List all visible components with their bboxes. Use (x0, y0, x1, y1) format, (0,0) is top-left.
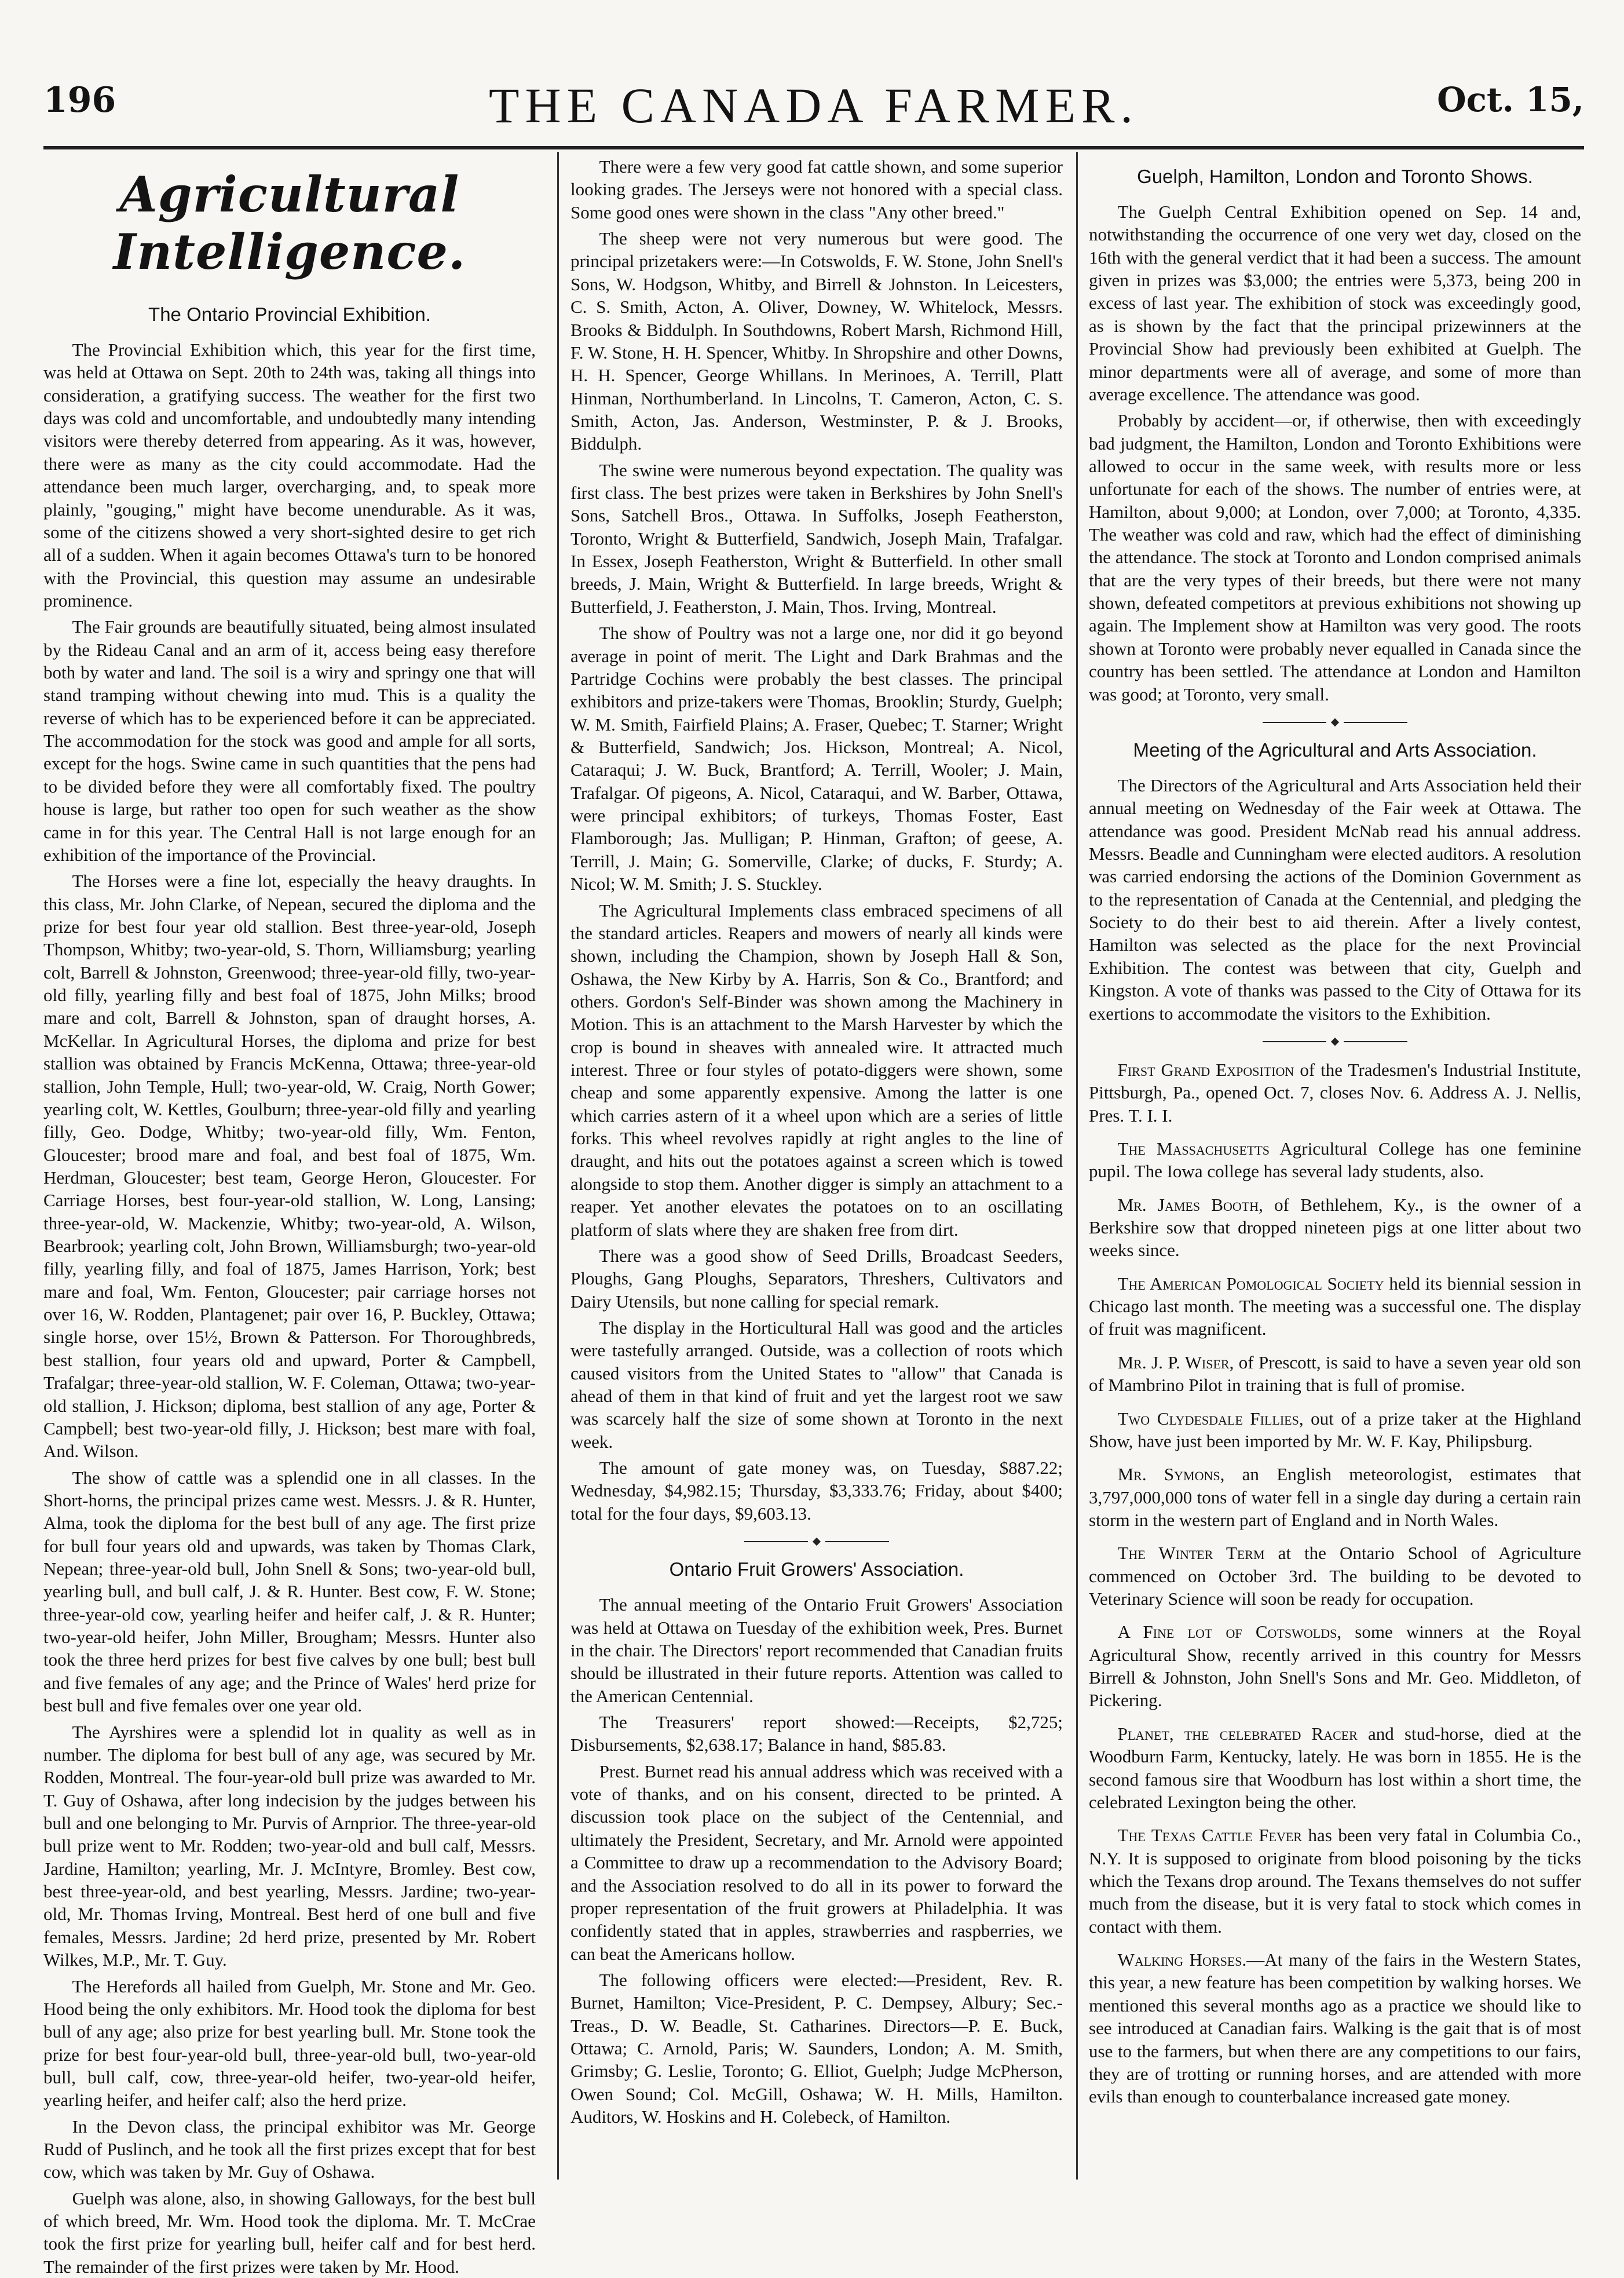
ornament-divider (1089, 718, 1581, 727)
news-brief (1089, 1542, 1581, 1610)
brief-text: Agricultural College has one feminine pupil. The Iowa college has several lady students, also. (1089, 1138, 1581, 1182)
brief-text: —At many of the fairs in the Western States, this year, a new feature has been competition by walking horses. We mentioned this several months ago as a practice we should like to see introduced at Canadian fairs. Walking is the gait that is of most use to the farmers, but when there are any competitions to our fairs, they are of trotting or running horses, and are attended with more evils than enough to counterbalance increased gate money. (1089, 1950, 1582, 2107)
brief-lead: A Fine lot of Cotswolds, (1117, 1622, 1342, 1642)
news-brief (1089, 1407, 1581, 1453)
news-brief (1089, 1620, 1581, 1711)
brief-text: of Prescott, is said to have a seven year old son of Mambrino Pilot in training that is full of promise. (1089, 1352, 1581, 1396)
paragraph: The Directors of the Agricultural and Arts Association held their annual meeting on Wednesday of the Fair week at Ottawa. The attendance was good. President McNab read his annual address. Messrs. Beadle and Cunningham were elected auditors. A resolution was carried endorsing the actions of the Dominion Government as to the representation of Canada at the Centennial, and pledging the Society to do their best to aid therein. After a lively contest, Hamilton was selected as the place for the next Provincial Exhibition. The contest was between that city, Guelph and Kingston. A vote of thanks was passed to the City of Ottawa for its exertions to accommodate the visitors to the Exhibition. (1089, 775, 1581, 1024)
news-brief (1089, 1351, 1581, 1397)
paragraph: The Treasurers' report showed:—Receipts, $2,725; Disbursements, $2,638.17; Balance in hand, $85.83. (570, 1712, 1063, 1755)
paragraph: In the Devon class, the principal exhibitor was Mr. George Rudd of Puslinch, and he took all the first prizes except that for best cow, which was taken by Mr. Guy of Oshawa. (43, 2116, 536, 2182)
ornament-divider (1089, 1038, 1581, 1046)
brief-lead: Walking Horses. (1117, 1950, 1247, 1970)
brief-text: has been very fatal in Columbia Co., N.Y. It is supposed to originate from blood poisoning by the ticks which the Texans drop around. The Texans themselves do not suffer much from the disease, but it is very fatal to stock which comes in contact with them. (1089, 1825, 1581, 1937)
paragraph: Probably by accident—or, if otherwise, then with exceedingly bad judgment, the Hamilton, London and Toronto Exhibitions were allowed to occur in the same week, with results more or less unfortunate for each of the shows. The number of entries were, at Hamilton, about 9,000; at London, over 7,000; at Toronto, 4,335. The weather was cold and raw, which had the effect of diminishing the attendance. The stock at Toronto and London comprised animals that are the very types of their breeds, but there were not many shown, defeated competitors at previous exhibitions not showing up again. The Implement show at Hamilton was very good. The roots shown at Toronto were probably never equalled in Canada since the country has been settled. The attendance at London and Hamilton was good; at Toronto, very small. (1089, 410, 1581, 704)
paragraph: The swine were numerous beyond expectation. The quality was first class. The best prizes were taken in Berkshires by John Snell's Sons, Satchell Bros., Ottawa. In Suffolks, Joseph Featherston, Toronto, Wright & Butterfield, Sandwich, Joseph Main, Trafalgar. In Essex, Joseph Featherston, Wright & Butterfield. In other small breeds, J. Main, Wright & Butterfield. In large breeds, Wright & Butterfield, J. Featherston, J. Main, Thos. Irving, Montreal. (570, 459, 1063, 617)
paragraph: The amount of gate money was, on Tuesday, $887.22; Wednesday, $4,982.15; Thursday, $3,333.76; Friday, about $400; total for the four days, $9,603.13. (570, 1458, 1063, 1524)
column-rule (1076, 152, 1078, 2180)
brief-lead: First Grand Exposition (1117, 1059, 1294, 1080)
brief-lead: The Winter Term (1117, 1543, 1265, 1564)
brief-text: some winners at the Royal Agricultural Show, recently arrived in this country for Messrs Birrell & Johnston, John Snell's Sons and Mr. Geo. Middleton, of Pickering. (1089, 1622, 1581, 1711)
paragraph: Prest. Burnet read his annual address which was received with a vote of thanks, and on his consent, directed to be printed. A discussion took place on the subject of the Centennial, and ultimately the President, Secretary, and Mr. Arnold were appointed a Committee to draw up a recommendation to the Advisory Board; and the Association resolved to do all in its power to forward the proper representation of the fruit growers at Philadelphia. It was confidently stated that in apples, strawberries and raspberries, we can beat the Americans hollow. (570, 1761, 1063, 1964)
article-title-meeting: Meeting of the Agricultural and Arts Association. (1133, 739, 1537, 761)
column-2 (570, 155, 1063, 2183)
brief-lead: Mr. J. P. Wiser, (1117, 1352, 1234, 1372)
brief-text: held its biennial session in Chicago last month. The meeting was a successful one. The display of fruit was magnificent. (1089, 1273, 1581, 1339)
news-brief (1089, 1722, 1581, 1813)
brief-lead: The Texas Cattle Fever (1117, 1825, 1302, 1846)
brief-text: and stud-horse, died at the Woodburn Farm, Kentucky, lately. He was born in 1855. He is the second famous sire that Woodburn has lost within a short time, the celebrated Lexington being the other. (1089, 1723, 1581, 1812)
paragraph: The annual meeting of the Ontario Fruit Growers' Association was held at Ottawa on Tuesday of the exhibition week, Pres. Burnet in the chair. The Directors' report recommended that Canadian fruits should be illustrated in their future reports. Attention was called to the American Centennial. (570, 1594, 1063, 1706)
paragraph: The show of cattle was a splendid one in all classes. In the Short-horns, the principal prizes came west. Messrs. J. & R. Hunter, Alma, took the diploma for the best bull of any age. The first prize for bull four years old and upwards, was taken by Thomas Clark, Nepean; three-year-old bull, John Snell & Sons; two-year-old bull, yearling bull, and bull calf, J. & R. Hunter. Best cow, F. W. Stone; three-year-old cow, yearling heifer and heifer calf, J. & R. Hunter; two-year-old heifer, John Miller, Brougham; Messrs. Hunter also took the three herd prizes for best five calves by one bull; best bull and five females of any age; and the Prince of Wales' herd prize for best bull and five females over one year old. (43, 1467, 536, 1716)
brief-lead: The American Pomological Society (1117, 1273, 1384, 1294)
news-brief (1089, 1193, 1581, 1262)
news-brief (1089, 1948, 1581, 2108)
column-1 (43, 155, 536, 2277)
brief-text: of the Tradesmen's Industrial Institute, Pittsburgh, Pa., opened Oct. 7, closes Nov. 6. Address A. J. Nellis, Pres. T. I. I. (1089, 1059, 1581, 1126)
paragraph: The Herefords all hailed from Guelph, Mr. Stone and Mr. Geo. Hood being the only exhibitors. Mr. Hood took the diploma for best bull of any age; also prize for best yearling bull. Mr. Stone took the prize for best four-year-old bull, three-year-old bull, two-year-old bull, bull calf, cow, three-year-old heifer, two-year-old heifer, yearling heifer, and heifer calf; also the herd prize. (43, 1976, 536, 2111)
section-title: Agricultural Intelligence. (113, 166, 466, 280)
brief-text: out of a prize taker at the Highland Show, have just been imported by Mr. W. F. Kay, Philipsburg. (1089, 1408, 1581, 1451)
ornament-divider (570, 1538, 1063, 1546)
paragraph: The Fair grounds are beautifully situated, being almost insulated by the Rideau Canal and an arm of it, access being easy therefore both by water and land. The soil is a wiry and springy one that will stand tramping without chewing into mud. This is a quality the reverse of which has to be experienced before it can be appreciated. The accommodation for the stock was good and ample for all sorts, except for the hogs. Swine came in such quantities that the pens had to be divided before they were all comfortably fixed. The poultry house is large, but rather too open for such weather as the show came in for this year. The Central Hall is not large enough for an exhibition of the importance of the Provincial. (43, 616, 536, 865)
brief-lead: Mr. James Booth, (1117, 1194, 1263, 1215)
brief-text: at the Ontario School of Agriculture commenced on October 3rd. The building to be devoted to Veterinary Science will soon be ready for occupation. (1089, 1543, 1581, 1609)
news-brief (1089, 1272, 1581, 1341)
paragraph: The following officers were elected:—President, Rev. R. Burnet, Hamilton; Vice-President, P. C. Dempsey, Albury; Sec.-Treas., D. W. Beadle, St. Catharines. Directors—P. E. Buck, Ottawa; C. Arnold, Paris; W. Saunders, London; A. M. Smith, Grimsby; G. Leslie, Toronto; G. Elliot, Guelph; Judge McPherson, Owen Sound; Col. McGill, Oshawa; W. H. Mills, Hamilton. Auditors, W. Hoskins and H. Colebeck, of Hamilton. (570, 1969, 1063, 2127)
brief-text: of Bethlehem, Ky., is the owner of a Berkshire sow that dropped nineteen pigs at one litter about two weeks since. (1089, 1194, 1582, 1261)
column-rule (557, 152, 559, 2180)
brief-lead: The Massachusetts (1117, 1138, 1270, 1159)
paragraph: There was a good show of Seed Drills, Broadcast Seeders, Ploughs, Gang Ploughs, Separators, Threshers, Cultivators and Dairy Utensils, but none calling for special remark. (570, 1245, 1063, 1312)
issue-date: Oct. 15, (1437, 80, 1584, 119)
paragraph: The Ayrshires were a splendid lot in quality as well as in number. The diploma for best bull of any age, was secured by Mr. Rodden, Montreal. The four-year-old bull prize was awarded to Mr. T. Guy of Oshawa, after long indecision by the judges between his bull and one belonging to Mr. Purvis of Arnprior. The three-year-old bull prize went to Mr. Rodden; two-year-old and bull calf, Messrs. Jardine, Hamilton; yearling, Mr. J. McIntyre, Bromley. Best cow, best three-year-old, and best yearling, Messrs. Jardine; two-year-old, Mr. Thomas Irving, Montreal. Best herd of one bull and five females, Messrs. Jardine; 2d herd prize, presented by Mr. Robert Wilkes, M.P., Mr. T. Guy. (43, 1721, 536, 1970)
brief-lead: Planet, the celebrated Racer (1117, 1723, 1358, 1744)
page-number: 196 (43, 80, 116, 121)
news-brief (1089, 1824, 1581, 1938)
page-header (43, 80, 1584, 144)
article-title-fruit: Ontario Fruit Growers' Association. (669, 1558, 964, 1580)
news-brief (1089, 1058, 1581, 1127)
news-brief (1089, 1463, 1581, 1531)
column-3 (1089, 155, 1581, 2183)
news-brief (1089, 1137, 1581, 1183)
paragraph: The show of Poultry was not a large one, nor did it go beyond average in point of merit. The Light and Dark Brahmas and the Partridge Cochins were probably the best classes. The principal exhibitors and prize-takers were Thomas, Brooklin; Sturdy, Guelph; W. M. Smith, Fairfield Plains; A. Fraser, Quebec; T. Starner; Wright & Butterfield, Sandwich; Jos. Hickson, Montreal; A. Nicol, Cataraqui; J. W. Buck, Brantford; A. Terrill, Wooler; J. Main, Trafalgar. Of pigeons, A. Nicol, Cataraqui, and W. Barber, Ottawa, were principal exhibitors; of turkeys, Thomas Foster, East Flamborough; Jas. Mulligan; P. Hinman, Grafton; of geese, A. Terrill, J. Main; G. Somerville, Clarke; of ducks, F. Sturdy; A. Nicol; W. M. Smith; J. S. Stuckley. (570, 623, 1063, 895)
paragraph: There were a few very good fat cattle shown, and some superior looking grades. The Jerseys were not honored with a special class. Some good ones were shown in the class "Any other breed." (570, 156, 1063, 222)
brief-lead: Mr. Symons, (1117, 1464, 1225, 1485)
paragraph: The Guelph Central Exhibition opened on Sep. 14 and, notwithstanding the occurrence of one very wet day, closed on the 16th with the general verdict that it had been a success. The amount given in prizes was $3,000; the entries were 5,373, being 200 in excess of last year. The exhibition of stock was exceedingly good, as is shown by the fact that the principal prizewinners at the Provincial Show had previously been exhibited at Guelph. The minor departments were all of average, and some of more than average excellence. The attendance was good. (1089, 202, 1581, 404)
brief-text: an English meteorologist, estimates that 3,797,000,000 tons of water fell in a single day during a certain rain storm in the western part of England and in North Wales. (1089, 1464, 1581, 1530)
brief-lead: Two Clydesdale Fillies, (1117, 1408, 1304, 1429)
paragraph: Guelph was alone, also, in showing Galloways, for the best bull of which breed, Mr. Wm. Hood took the diploma. Mr. T. McCrae took the first prize for yearling bull, heifer calf and for best herd. The remainder of the first prizes were taken by Mr. Hood. (43, 2188, 536, 2277)
paragraph: The sheep were not very numerous but were good. The principal prizetakers were:—In Cotswolds, F. W. Stone, John Snell's Sons, W. Hodgson, Whitby, and Birrell & Johnston. In Leicesters, C. S. Smith, Acton, A. Oliver, Downey, W. Whitelock, Messrs. Brooks & Biddulph. In Southdowns, Robert Marsh, Richmond Hill, F. W. Stone, H. H. Spencer, Whitby. In Shropshire and other Downs, H. H. Spencer, George Whillans. In Merinoes, A. Terrill, Platt Hinman, Northumberland. In Lincolns, T. Cameron, Acton, C. S. Smith, Acton, Jas. Anderson, Westminster, P. & J. Brooks, Biddulph. (570, 228, 1063, 454)
paragraph: The Agricultural Implements class embraced specimens of all the standard articles. Reapers and mowers of nearly all kinds were shown, including the Champion, shown by Joseph Hall & Son, Oshawa, the New Kirby by A. Harris, Son & Co., Brantford; and others. Gordon's Self-Binder was shown among the Machinery in Motion. This is an attachment to the Marsh Harvester by which the crop is bound in sheaves with annealed wire. It attracted much interest. Three or four styles of potato-diggers were shown, some cheap and some apparently expensive. Among the latter is one which carries astern of it a wheel upon which are a series of little forks. This wheel revolves rapidly at right angles to the line of draught, and hits out the potatoes against a screen which is towed alongside to stop them. Another digger is simply an attachment to a reaper. Yet another elevates the potatoes on to an oscillating platform of slats where they are shaken free from dirt. (570, 900, 1063, 1240)
masthead-title: THE CANADA FARMER. (488, 78, 1139, 133)
paragraph: The Horses were a fine lot, especially the heavy draughts. In this class, Mr. John Clarke, of Nepean, secured the diploma and the prize for best four year old stallion. Best three-year-old, Joseph Thompson, Whitby; two-year-old, S. Thorn, Williamsburg; yearling colt, Barrell & Johnston, Greenwood; three-year-old filly, two-year-old filly, yearling filly and best foal of 1875, John Milks; brood mare and colt, Barrell & Johnston, span of draught horses, A. McKellar. In Agricultural Horses, the diploma and prize for best stallion was obtained by Francis McKenna, Ottawa; three-year-old stallion, John Temple, Hull; two-year-old, W. Craig, North Gower; yearling colt, W. Kettles, Goulburn; three-year-old filly and yearling filly, Geo. Dodge, Whitby; two-year-old filly, Wm. Fenton, Gloucester; brood mare and foal, and best foal of 1875, Wm. Herdman, Gloucester; best team, George Heron, Gloucester. For Carriage Horses, best four-year-old stallion, W. Long, Lansing; three-year-old, W. Mackenzie, Whitby; two-year-old, A. Wilson, Bearbrook; yearling colt, John Brown, Williamsburgh; two-year-old filly, yearling filly, and foal of 1875, James Harrison, York; best mare and foal, Wm. Fenton, Gloucester; pair carriage horses not over 16, W. Rodden, Plantagenet; pair over 16, P. Buckley, Ottawa; single horse, over 15½, Brown & Patterson. For Thoroughbreds, best stallion, four years old and upward, Porter & Campbell, Trafalgar; three-year-old stallion, W. F. Coleman, Ottawa; two-year-old stallion, J. Hickson; diploma, best stallion of any age, Porter & Campbell; best two-year-old filly, J. Hickson; best mare with foal, And. Wilson. (43, 871, 536, 1462)
paragraph: The Provincial Exhibition which, this year for the first time, was held at Ottawa on Sept. 20th to 24th was, taking all things into consideration, a gratifying success. The weather for the first two days was cold and uncomfortable, and undoubtedly many intending visitors were thereby deterred from appearing. As it was, however, there were as many as the city could accommodate. Had the attendance been much larger, overcharging, and, to speak more plainly, "gouging," might have become unendurable. As it was, some of the citizens showed a very short-sighted desire to get rich all of a sudden. When it again becomes Ottawa's turn to be honored with the Provincial, this question may assume an undesirable prominence. (43, 339, 536, 611)
article-title-guelph: Guelph, Hamilton, London and Toronto Shows. (1137, 166, 1533, 187)
article-title-ontario: The Ontario Provincial Exhibition. (148, 304, 431, 325)
paragraph: The display in the Horticultural Hall was good and the articles were tastefully arranged. Outside, was a collection of roots which caused visitors from the United States to "allow" that Canada is ahead of them in that kind of fruit and yet the largest root we saw was scarcely half the size of some shown at Toronto in the next week. (570, 1317, 1063, 1452)
header-rule (43, 146, 1584, 149)
